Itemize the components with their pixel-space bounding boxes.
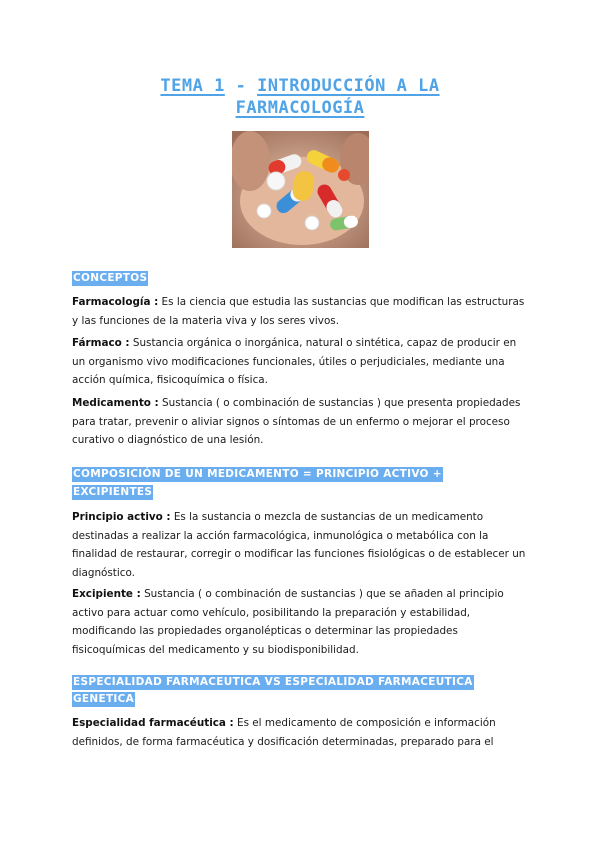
title-topic-name-cont: FARMACOLOGÍA [235, 98, 365, 118]
term-text: Es la ciencia que estudia las sustancias que modifican las estructuras y las funciones de la materia viva y los seres vivos. [72, 296, 525, 327]
term-label: Principio activo : [72, 511, 171, 523]
section-heading-composicion: COMPOSICIÓN DE UN MEDICAMENTO = PRINCIPIO ACTIVO + [73, 468, 442, 480]
title-topic-name: INTRODUCCIÓN A LA [257, 76, 440, 96]
definition-farmacologia [72, 293, 528, 330]
title-separator: - [224, 76, 258, 96]
title-topic-number: TEMA 1 [160, 76, 225, 96]
term-text: Es el medicamento de composición e información definidos, de forma farmacéutica y dosificación determinadas, preparado para el [72, 717, 496, 748]
term-text: Es la sustancia o mezcla de sustancias de un medicamento destinadas a realizar la acción farmacológica, inmunológica o metabólica con la finalidad de restaurar, corregir o modificar las funciones fisiológicas o de establecer un diagnóstico. [72, 511, 526, 580]
pills-in-hand-photo [232, 131, 369, 248]
term-label: Medicamento : [72, 397, 159, 409]
definition-especialidad-farmaceutica [72, 714, 528, 751]
document-title-line-1 [0, 75, 600, 97]
term-text: Sustancia orgánica o inorgánica, natural o sintética, capaz de producir en un organismo vivo modificaciones funcionales, útiles o perjudiciales, mediante una acción química, fisicoquímica o física. [72, 337, 517, 387]
pills-illustration [232, 131, 369, 248]
definition-medicamento [72, 394, 528, 450]
term-label: Excipiente : [72, 588, 141, 600]
term-label: Fármaco : [72, 337, 130, 349]
section-heading-conceptos: CONCEPTOS [73, 272, 148, 284]
term-text: Sustancia ( o combinación de sustancias ) que presenta propiedades para tratar, prevenir o aliviar signos o síntomas de un enfermo o mejorar el proceso curativo o diagnóstico de una lesión. [72, 397, 521, 447]
term-label: Farmacología : [72, 296, 159, 308]
section-heading-especialidad-cont: GENETICA [73, 693, 135, 705]
definition-principio-activo [72, 508, 528, 583]
definition-farmaco [72, 334, 528, 390]
document-title-line-2 [0, 97, 600, 119]
definition-excipiente [72, 585, 528, 660]
term-label: Especialidad farmacéutica : [72, 717, 234, 729]
section-heading-composicion-cont: EXCIPIENTES [73, 486, 153, 498]
term-text: Sustancia ( o combinación de sustancias ) que se añaden al principio activo para actuar como vehículo, posibilitando la preparación y estabilidad, modificando las propiedades organolépticas o determinar las propiedades fisicoquímicas del medicamento y su biodisponibilidad. [72, 588, 504, 657]
section-heading-especialidad: ESPECIALIDAD FARMACEUTICA VS ESPECIALIDAD FARMACEUTICA [73, 676, 473, 688]
